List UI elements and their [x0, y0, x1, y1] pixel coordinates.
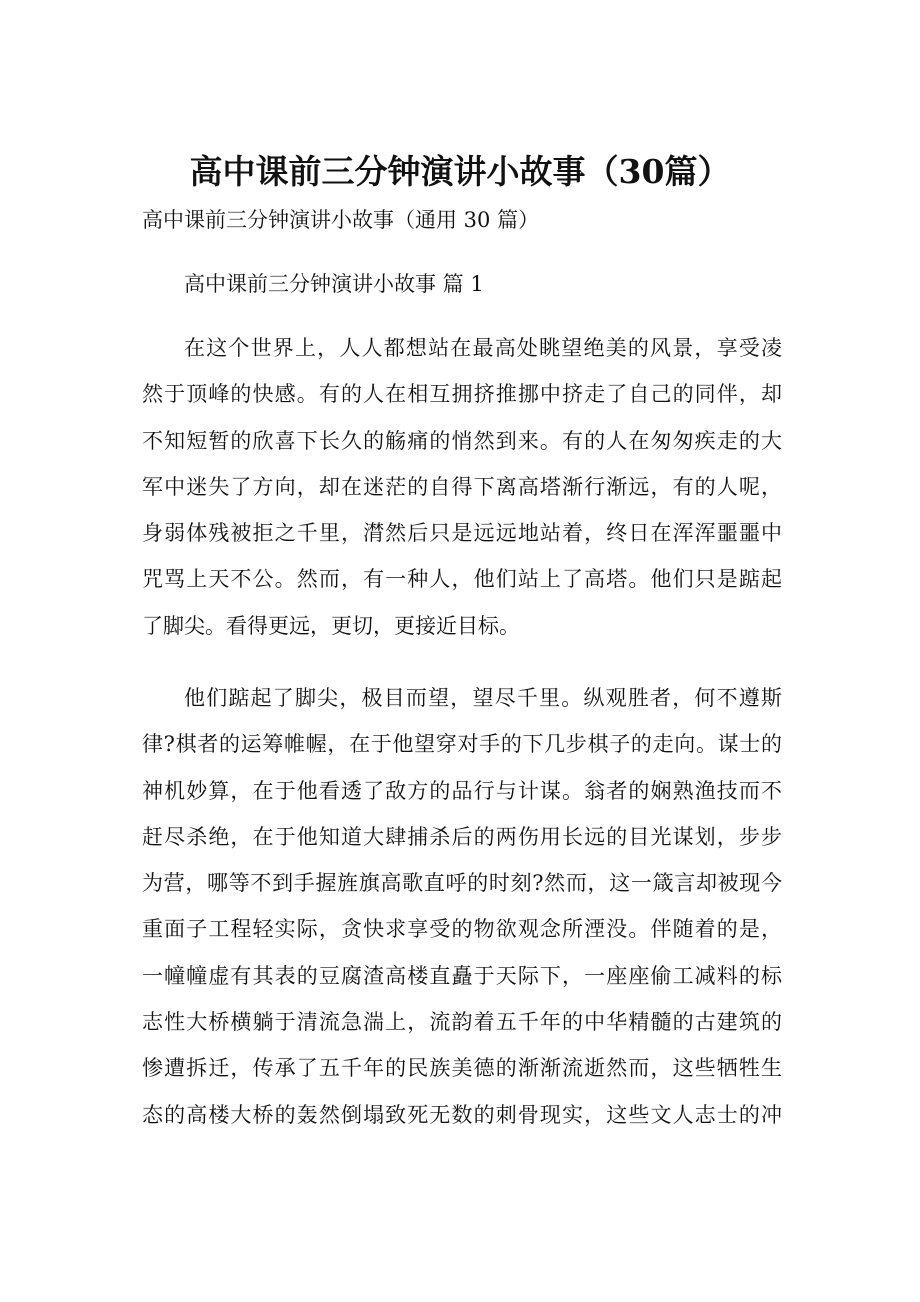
section-heading: 高中课前三分钟演讲小故事 篇 1	[184, 272, 484, 296]
paragraph	[142, 675, 782, 1138]
paragraph-line: 咒骂上天不公。然而，有一种人，他们站上了高塔。他们只是踮起	[142, 567, 782, 592]
paragraph-line: 态的高楼大桥的轰然倒塌致死无数的刺骨现实，这些文人志士的冲	[142, 1102, 782, 1127]
document-title: 高中课前三分钟演讲小故事（30篇）	[189, 152, 731, 191]
paragraph-line: 志性大桥横躺于清流急湍上，流韵着五千年的中华精髓的古建筑的	[142, 1010, 782, 1035]
paragraph-line: 为营，哪等不到手握旌旗高歌直呼的时刻?然而，这一箴言却被现今	[142, 871, 782, 896]
paragraph-line: 然于顶峰的快感。有的人在相互拥挤推挪中挤走了自己的同伴，却	[142, 382, 782, 407]
paragraph-line: 律?棋者的运筹帷幄，在于他望穿对手的下几步棋子的走向。谋士的	[142, 732, 782, 757]
paragraph-line: 在这个世界上，人人都想站在最高处眺望绝美的风景，享受凌	[184, 336, 782, 360]
paragraph	[142, 325, 782, 649]
paragraph-line: 军中迷失了方向，却在迷茫的自得下离高塔渐行渐远，有的人呢，	[142, 474, 782, 499]
paragraph-line: 身弱体残被拒之千里，潸然后只是远远地站着，终日在浑浑噩噩中	[142, 521, 782, 546]
paragraph-line: 一幢幢虚有其表的豆腐渣高楼直矗于天际下，一座座偷工减料的标	[142, 963, 782, 988]
paragraph-line: 惨遭拆迁，传承了五千年的民族美德的渐渐流逝然而，这些牺牲生	[142, 1056, 782, 1081]
paragraph-line: 了脚尖。看得更远，更切，更接近目标。	[142, 613, 520, 638]
paragraph-line: 他们踮起了脚尖，极目而望，望尽千里。纵观胜者，何不遵斯	[184, 686, 782, 710]
paragraph-line: 不知短暂的欣喜下长久的觞痛的悄然到来。有的人在匆匆疾走的大	[142, 428, 782, 453]
paragraph-line: 重面子工程轻实际，贪快求享受的物欲观念所湮没。伴随着的是，	[142, 917, 782, 942]
document-subtitle: 高中课前三分钟演讲小故事（通用 30 篇）	[142, 208, 540, 232]
paragraph-line: 赶尽杀绝，在于他知道大肆捕杀后的两伤用长远的目光谋划，步步	[142, 824, 782, 849]
paragraph-line: 神机妙算，在于他看透了敌方的品行与计谋。翁者的娴熟渔技而不	[142, 778, 782, 803]
